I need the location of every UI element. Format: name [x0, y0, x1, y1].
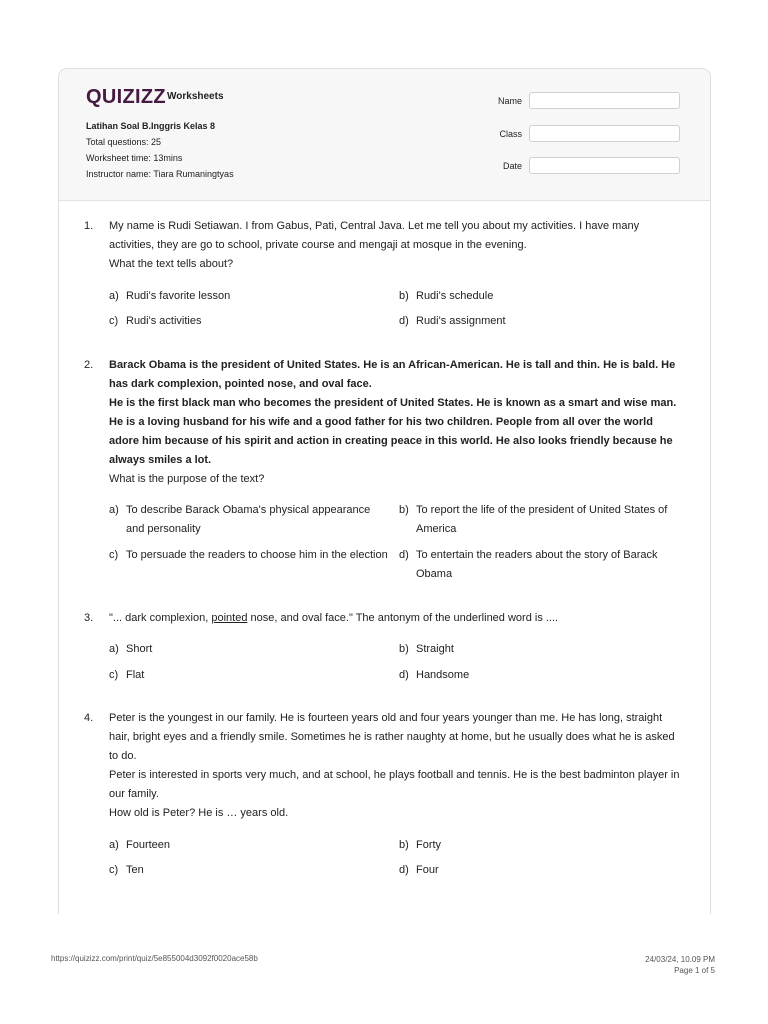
option-text: Four: [416, 864, 439, 876]
option-text: Handsome: [416, 669, 470, 681]
question-prompt: How old is Peter? He is … years old.: [109, 807, 289, 819]
question-text: [109, 356, 681, 489]
class-field[interactable]: [529, 125, 680, 142]
option-letter: a): [109, 504, 119, 516]
option-text: Rudi's assignment: [416, 315, 506, 327]
underlined-word: pointed: [211, 612, 248, 624]
option-letter: a): [109, 290, 119, 302]
question-passage: He is the first black man who becomes the president of United States. He is known as a smart and wise man. He is a loving husband for his wife and a good father for his two children. People from all over the world adore him because of his spirit and action in creating peace in this world. He also looks friendly because he always smiles a lot.: [109, 397, 677, 466]
question-passage: My name is Rudi Setiawan. I from Gabus, Pati, Central Java. Let me tell you about my activities. I have many activities, they are go to school, private course and mengaji at mosque in the evening.: [109, 220, 640, 251]
option-text: Ten: [126, 864, 144, 876]
option-letter: b): [399, 290, 409, 302]
worksheet-card: [58, 68, 711, 914]
question-text: [109, 609, 681, 628]
question-text: [109, 709, 681, 823]
question-text-after: nose, and oval face." The antonym of the underlined word is ....: [247, 612, 559, 624]
option-text: Rudi's schedule: [416, 290, 494, 302]
footer-meta: [645, 954, 715, 976]
option-text: Straight: [416, 643, 454, 655]
option-text: Rudi's activities: [126, 315, 202, 327]
option-letter: c): [109, 315, 119, 327]
worksheet-title: Latihan Soal B.Inggris Kelas 8: [86, 121, 216, 131]
question-text-before: "... dark complexion,: [109, 612, 212, 624]
question-passage: Peter is interested in sports very much, and at school, he plays football and tennis. He is the best badminton player in our family.: [109, 769, 680, 800]
product-name: Worksheets: [167, 91, 224, 102]
worksheet-meta: [86, 122, 234, 186]
option-text: Short: [126, 643, 153, 655]
question-text: [109, 217, 681, 274]
option-letter: b): [399, 504, 409, 516]
option-text: To report the life of the president of United States of America: [416, 504, 668, 535]
question-prompt: What the text tells about?: [109, 258, 234, 270]
worksheet-time: Worksheet time: 13mins: [86, 153, 183, 163]
question-number: 2.: [84, 359, 94, 371]
option-text: Rudi's favorite lesson: [126, 290, 231, 302]
worksheet-header: [59, 69, 710, 201]
question-number: 1.: [84, 220, 94, 232]
option-text: Forty: [416, 839, 442, 851]
option-text: Flat: [126, 669, 145, 681]
option-letter: c): [109, 549, 119, 561]
question-prompt: [109, 609, 681, 628]
option-letter: c): [109, 864, 119, 876]
option-letter: c): [109, 669, 119, 681]
name-label: Name: [497, 96, 522, 106]
date-label: Date: [502, 161, 522, 171]
option-letter: a): [109, 839, 119, 851]
option-letter: d): [399, 864, 409, 876]
option-text: To describe Barack Obama's physical appearance and personality: [126, 504, 371, 535]
footer-datetime: 24/03/24, 10.09 PM: [645, 955, 715, 964]
question-prompt: What is the purpose of the text?: [109, 473, 265, 485]
question-passage: Barack Obama is the president of United States. He is an African-American. He is tall and thin. He is bald. He has dark complexion, pointed nose, and oval face.: [109, 359, 676, 390]
option-letter: b): [399, 839, 409, 851]
option-text: To persuade the readers to choose him in the election: [126, 549, 388, 561]
quizizz-logo: QUIZIZZ: [86, 86, 166, 108]
total-questions: Total questions: 25: [86, 137, 162, 147]
class-label: Class: [499, 129, 522, 139]
footer-url: https://quizizz.com/print/quiz/5e855004d3092f0020ace58b: [51, 954, 258, 963]
option-letter: d): [399, 549, 409, 561]
footer-page-number: Page 1 of 5: [674, 966, 715, 975]
option-letter: d): [399, 315, 409, 327]
option-letter: d): [399, 669, 409, 681]
question-passage: Peter is the youngest in our family. He is fourteen years old and four years younger than me. He has long, straight hair, bright eyes and a friendly smile. Sometimes he is rather naughty at home, but he usually does what he is asked to do.: [109, 712, 675, 762]
option-text: Fourteen: [126, 839, 171, 851]
date-field[interactable]: [529, 157, 680, 174]
instructor-name: Instructor name: Tiara Rumaningtyas: [86, 169, 234, 179]
name-field[interactable]: [529, 92, 680, 109]
option-letter: a): [109, 643, 119, 655]
option-letter: b): [399, 643, 409, 655]
question-number: 3.: [84, 612, 94, 624]
question-number: 4.: [84, 712, 94, 724]
option-text: To entertain the readers about the story of Barack Obama: [416, 549, 658, 580]
